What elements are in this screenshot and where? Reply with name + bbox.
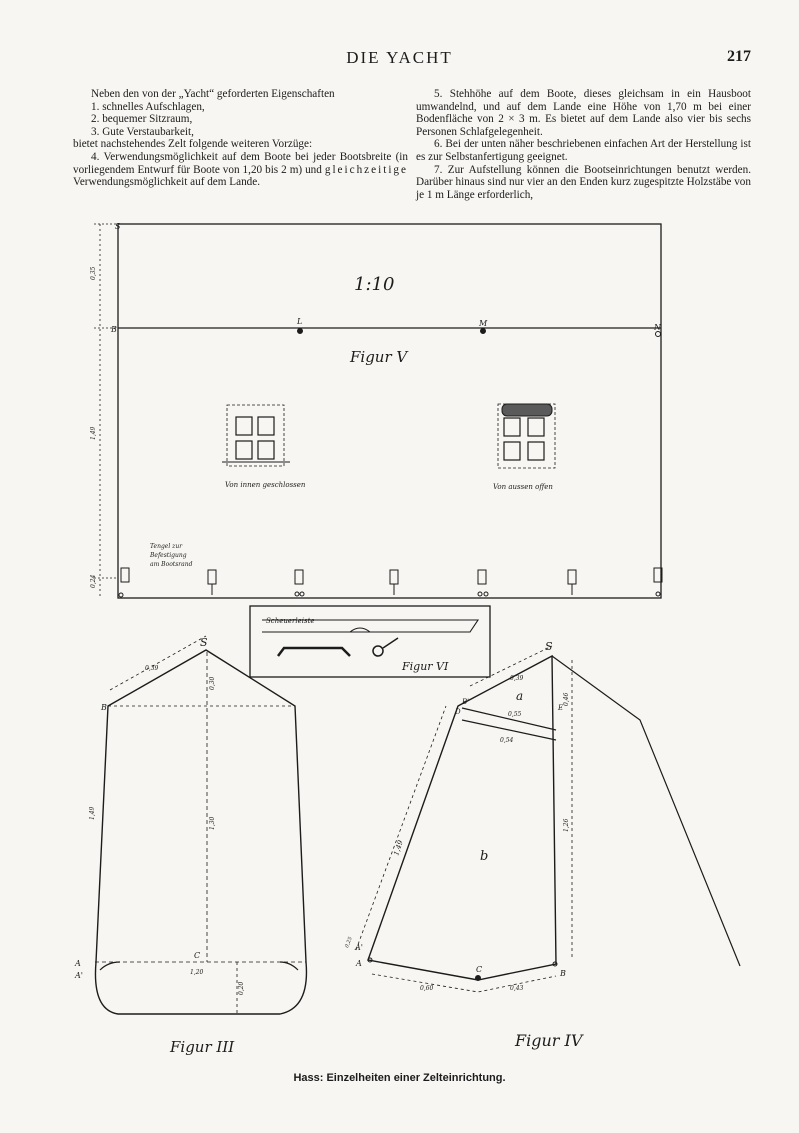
dimension-label: 0,54: [500, 737, 514, 744]
paragraph-text: Verwendungsmöglichkeit auf dem Lande.: [73, 176, 261, 189]
window-open-note: Von aussen offen: [493, 483, 553, 491]
page-number: 217: [727, 48, 751, 65]
point-label: S: [200, 636, 208, 649]
point-label: B': [462, 698, 470, 706]
paragraph: Neben den von der „Yacht“ geforderten Eigenschaften: [91, 88, 335, 100]
point-label: A': [355, 943, 363, 952]
figure-5-label: Figur V: [350, 348, 408, 366]
dimension-label: 1,49: [90, 426, 97, 440]
running-header: DIE YACHT: [346, 48, 453, 67]
figure-4: [356, 646, 740, 992]
point-label: M: [479, 319, 488, 328]
figure-4-label: Figur IV: [515, 1031, 583, 1050]
point-label: A': [75, 971, 83, 980]
figure-3-label: Figur III: [170, 1038, 235, 1056]
region-label: a: [516, 689, 524, 703]
dimension-label: 1,49: [89, 806, 96, 820]
dimension-label: 0,55: [508, 711, 522, 718]
point-label: A: [75, 959, 81, 968]
figure-4-flap: [552, 656, 740, 966]
dimension-label: 0,39: [145, 665, 159, 672]
point-label: E: [558, 704, 564, 712]
list-item: 1. schnelles Aufschlagen,: [91, 100, 205, 113]
dimension-label: 0,24: [90, 574, 97, 588]
dimension-label: 0,60: [420, 985, 434, 992]
scale-label: 1:10: [354, 274, 395, 295]
peg-note: am Bootsrand: [150, 561, 193, 568]
dimension-label: 1,26: [563, 818, 570, 832]
point-label: N: [654, 323, 661, 332]
figure-3-outline: [95, 650, 306, 1014]
point-n: [656, 332, 661, 337]
point-label: B: [560, 969, 566, 978]
dimension-label: 0,25: [344, 936, 354, 949]
paragraph: 5. Stehhöhe auf dem Boote, dieses gleichsam in ein Hausboot umwandelnd, und auf dem Lande eine Höhe von 1,70 m bei einer Bodenfläche von 2 × 3 m. Es bietet auf dem Lande also vier bis sechs Personen Schlafgelegenheit.: [416, 88, 751, 138]
point-label: A: [356, 959, 362, 968]
paragraph-text: 4. Verwendungsmöglichkeit auf dem Boote bei jeder Bootsbreite (in vorliegendem Entwurf für Boote von 1,20 bis 2 m) und: [73, 150, 408, 176]
emphasis-text: gleichzeitige: [324, 163, 408, 176]
cleat: [278, 648, 350, 656]
point-label: D: [455, 708, 461, 716]
dimension-label: 0,30: [209, 676, 216, 690]
dimension-label: 0,20: [238, 981, 245, 995]
peg-note: Tengel zur: [150, 543, 183, 550]
point-label: L: [297, 317, 303, 326]
point-label: S: [115, 222, 121, 231]
dimension-label: 0,43: [510, 985, 524, 992]
point-label: S: [545, 640, 553, 653]
region-label: b: [480, 849, 489, 864]
point-label: B: [111, 325, 117, 334]
dimension-label: 1,30: [209, 816, 216, 830]
paragraph: bietet nachstehendes Zelt folgende weiteren Vorzüge:: [73, 138, 313, 151]
window-closed-note: Von innen geschlossen: [225, 481, 306, 489]
dimension-label: 1,49: [392, 839, 405, 857]
dimension-label: 0,46: [563, 692, 570, 706]
point-label: C: [476, 965, 483, 974]
fig6-note: Scheuerleiste: [266, 617, 315, 625]
screw-eye: [373, 646, 383, 656]
point-label: B: [101, 703, 107, 712]
point-label: C: [194, 951, 201, 960]
peg-row: [119, 568, 662, 597]
window-closed: [222, 405, 290, 466]
paragraph: 7. Zur Aufstellung können die Bootseinrichtungen benutzt werden. Darüber hinaus sind nur vier an den Enden kurz zugespitzte Holzstäbe von je 1 m Länge erforderlich,: [416, 163, 751, 201]
figure-caption: Hass: Einzelheiten einer Zelteinrichtung.: [293, 1072, 506, 1084]
figure-6-label: Figur VI: [402, 660, 449, 673]
point-m: [481, 329, 486, 334]
window-open: [498, 404, 555, 468]
dimension-label: 0,39: [510, 675, 524, 682]
dimension-label: 0,35: [90, 266, 97, 280]
figure-3: [95, 636, 306, 1014]
peg-note: Befestigung: [150, 552, 187, 559]
dimension-label: 1,20: [190, 969, 204, 976]
list-item: 2. bequemer Sitzraum,: [91, 113, 193, 126]
paragraph: 6. Bei der unten näher beschriebenen einfachen Art der Herstellung ist es zur Selbstanfertigung geeignet.: [416, 138, 751, 163]
list-item: 3. Gute Verstaubarkeit,: [91, 125, 194, 138]
point-l: [298, 329, 303, 334]
